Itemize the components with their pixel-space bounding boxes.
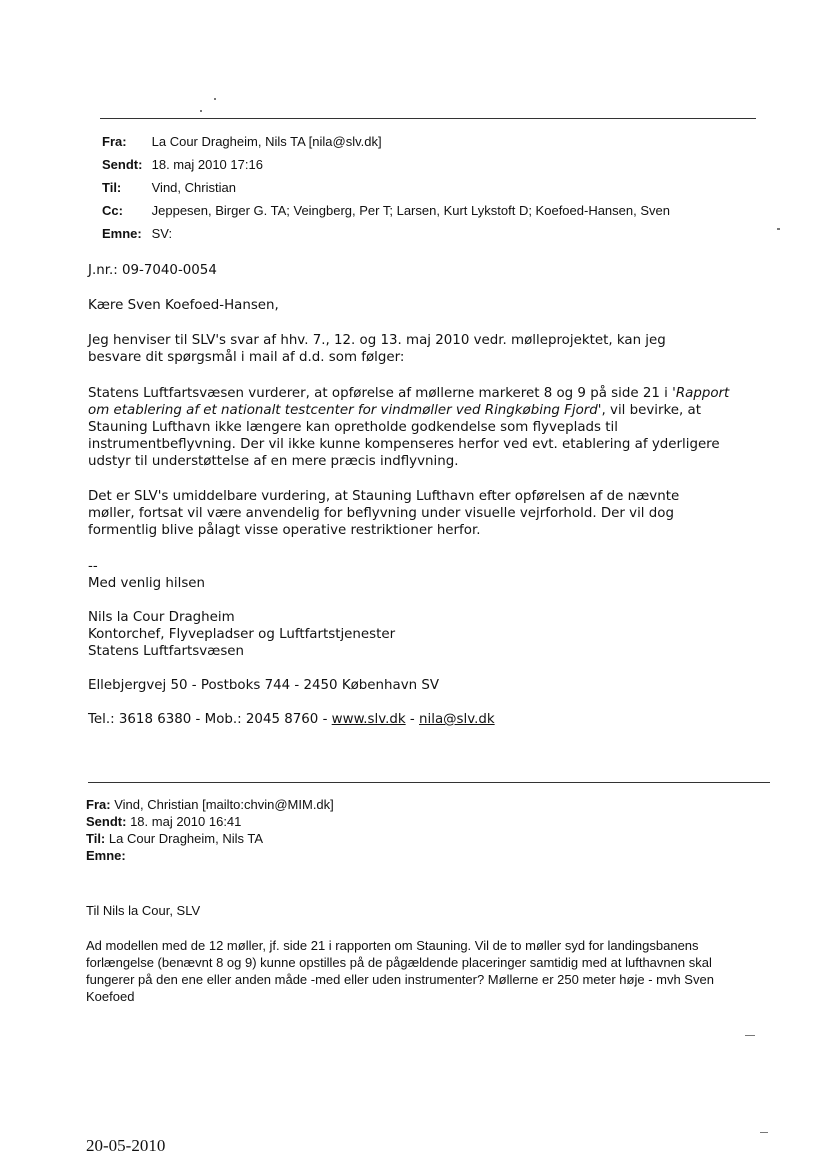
paragraph-2-line-1 — [88, 385, 729, 402]
second-to-label: Til: — [86, 831, 106, 846]
paragraph-2-line-3: Stauning Lufthavn ikke længere kan opretholde godkendelse som flyveplads til — [88, 420, 618, 435]
second-to-value: La Cour Dragheim, Nils TA — [108, 831, 264, 846]
email-link[interactable]: nila@slv.dk — [419, 712, 495, 727]
second-subject-label: Emne: — [86, 848, 126, 863]
paragraph-3-line-1: Det er SLV's umiddelbare vurdering, at Stauning Lufthavn efter opførelsen af de nævnte — [88, 489, 680, 504]
signature-title: Kontorchef, Flyvepladser og Luftfartstjenester — [88, 627, 396, 642]
second-body-line-2: forlængelse (benævnt 8 og 9) kunne opstilles på de pågældende placeringer samtidig med at lufthavnen skal — [86, 955, 712, 970]
paragraph-2-line-4: instrumentbeflyvning. Der vil ikke kunne kompenseres herfor ved evt. etablering af yderligere — [88, 437, 720, 452]
subject-value: SV: — [151, 226, 173, 241]
subject-label: Emne: — [102, 226, 142, 241]
second-greeting: Til Nils la Cour, SLV — [86, 903, 201, 918]
paragraph-2-line-2 — [88, 402, 701, 419]
sent-value: 18. maj 2010 17:16 — [151, 157, 263, 172]
signature-name: Nils la Cour Dragheim — [88, 610, 235, 625]
cc-row — [102, 203, 670, 219]
scan-speck — [777, 228, 780, 230]
to-row — [102, 180, 236, 196]
print-date: 20-05-2010 — [86, 1136, 166, 1155]
greeting: Kære Sven Koefoed-Hansen, — [88, 298, 279, 313]
report-title-part-1: 'Rapport — [672, 386, 730, 401]
paragraph-2-text: Statens Luftfartsvæsen vurderer, at opførelse af møllerne markeret 8 og 9 på side 21 i — [88, 386, 673, 401]
second-to-row — [86, 831, 263, 847]
second-subject-row — [86, 848, 126, 864]
second-body-line-1: Ad modellen med de 12 møller, jf. side 21 i rapporten om Stauning. Vil de to møller syd for landingsbanens — [86, 938, 699, 953]
second-from-label: Fra: — [86, 797, 111, 812]
from-value: La Cour Dragheim, Nils TA [nila@slv.dk] — [151, 134, 382, 149]
paragraph-3-line-2: møller, fortsat vil være anvendelig for beflyvning under visuelle vejrforhold. Der vil dog — [88, 506, 674, 521]
second-from-row — [86, 797, 334, 813]
cc-value: Jeppesen, Birger G. TA; Veingberg, Per T; Larsen, Kurt Lykstoft D; Koefoed-Hansen, Sven — [151, 203, 670, 218]
header-separator-second — [88, 782, 770, 783]
signature-phones: Tel.: 3618 6380 - Mob.: 2045 8760 - — [88, 712, 332, 727]
signature-separator: -- — [88, 559, 98, 574]
from-row — [102, 134, 382, 150]
paragraph-1-line-2: besvare dit spørgsmål i mail af d.d. som følger: — [88, 350, 405, 365]
scan-speck — [745, 1035, 755, 1036]
second-body-line-3: fungerer på den ene eller anden måde -med eller uden instrumenter? Møllerne er 250 meter høje - mvh Sven — [86, 972, 714, 987]
signature-organization: Statens Luftfartsvæsen — [88, 644, 245, 659]
second-sent-label: Sendt: — [86, 814, 127, 829]
report-title-part-2: om etablering af et nationalt testcenter for vindmøller ved Ringkøbing Fjord' — [88, 403, 602, 418]
website-link[interactable]: www.slv.dk — [331, 712, 406, 727]
second-from-value: Vind, Christian [mailto:chvin@MIM.dk] — [114, 797, 334, 812]
signature-address: Ellebjergvej 50 - Postboks 744 - 2450 København SV — [88, 678, 440, 693]
to-value: Vind, Christian — [151, 180, 236, 195]
from-label: Fra: — [102, 134, 127, 149]
to-label: Til: — [102, 180, 122, 195]
paragraph-2-text: , vil bevirke, at — [601, 403, 702, 418]
sent-label: Sendt: — [102, 157, 143, 172]
signature-contact — [88, 711, 495, 728]
second-body-line-4: Koefoed — [86, 989, 135, 1004]
scan-speck — [200, 110, 202, 112]
header-separator-top — [100, 118, 756, 119]
sent-row — [102, 157, 263, 173]
paragraph-1-line-1: Jeg henviser til SLV's svar af hhv. 7., 12. og 13. maj 2010 vedr. mølleprojektet, kan jeg — [88, 333, 666, 348]
journal-number: J.nr.: 09-7040-0054 — [88, 263, 217, 278]
second-sent-row — [86, 814, 241, 830]
closing: Med venlig hilsen — [88, 576, 206, 591]
cc-label: Cc: — [102, 203, 123, 218]
scan-speck — [214, 98, 216, 100]
subject-row — [102, 226, 172, 242]
scan-speck — [760, 1132, 768, 1133]
second-sent-value: 18. maj 2010 16:41 — [130, 814, 242, 829]
paragraph-3-line-3: formentlig blive pålagt visse operative restriktioner herfor. — [88, 523, 481, 538]
contact-dash: - — [405, 712, 420, 727]
paragraph-2-line-5: udstyr til understøttelse af en mere præcis indflyvning. — [88, 454, 459, 469]
